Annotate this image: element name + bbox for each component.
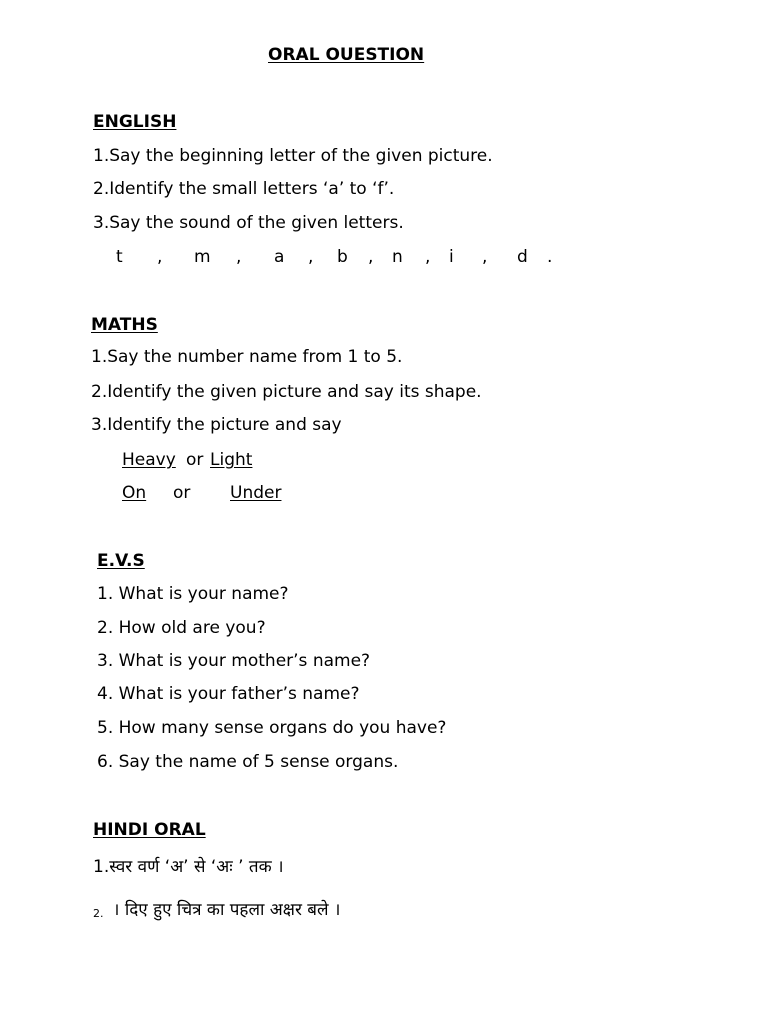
evs-heading: E.V.S [97, 551, 145, 571]
maths-question-2: 2.Identify the given picture and say its shape. [91, 382, 482, 402]
hindi-question-1: 1.स्वर वर्ण ‘अ’ से ‘अः ’ तक । [93, 857, 284, 877]
letter: m [194, 247, 211, 267]
letter-separator: , [236, 247, 242, 267]
hindi-question-2-number: 2. [93, 907, 104, 920]
letter-separator: . [547, 247, 553, 267]
maths-heading: MATHS [91, 315, 158, 335]
maths-question-1: 1.Say the number name from 1 to 5. [91, 347, 403, 367]
or-text: or [173, 483, 191, 503]
letter: i [449, 247, 454, 267]
evs-question-2: 2. How old are you? [97, 618, 266, 638]
letter-separator: , [308, 247, 314, 267]
evs-question-4: 4. What is your father’s name? [97, 684, 360, 704]
heavy-option: Heavy [122, 450, 176, 470]
letter-separator: , [368, 247, 374, 267]
letter-separator: , [425, 247, 431, 267]
under-option: Under [230, 483, 282, 503]
english-heading: ENGLISH [93, 112, 177, 132]
evs-question-3: 3. What is your mother’s name? [97, 651, 371, 671]
letter: b [337, 247, 348, 267]
letter: a [274, 247, 285, 267]
evs-question-1: 1. What is your name? [97, 584, 289, 604]
english-question-3: 3.Say the sound of the given letters. [93, 213, 404, 233]
light-option: Light [210, 450, 253, 470]
letter: t [116, 247, 123, 267]
letter: d [517, 247, 528, 267]
english-question-2: 2.Identify the small letters ‘a’ to ‘f’. [93, 179, 395, 199]
evs-question-5: 5. How many sense organs do you have? [97, 718, 447, 738]
letter-separator: , [482, 247, 488, 267]
or-text: or [186, 450, 204, 470]
hindi-question-2: । दिए हुए चित्र का पहला अक्षर बले । [113, 900, 341, 920]
page-title: ORAL OUESTION [268, 45, 425, 65]
maths-question-3: 3.Identify the picture and say [91, 415, 342, 435]
letter-separator: , [157, 247, 163, 267]
letter: n [392, 247, 403, 267]
english-question-1: 1.Say the beginning letter of the given picture. [93, 146, 493, 166]
evs-question-6: 6. Say the name of 5 sense organs. [97, 752, 399, 772]
hindi-heading: HINDI ORAL [93, 820, 206, 840]
on-option: On [122, 483, 147, 503]
